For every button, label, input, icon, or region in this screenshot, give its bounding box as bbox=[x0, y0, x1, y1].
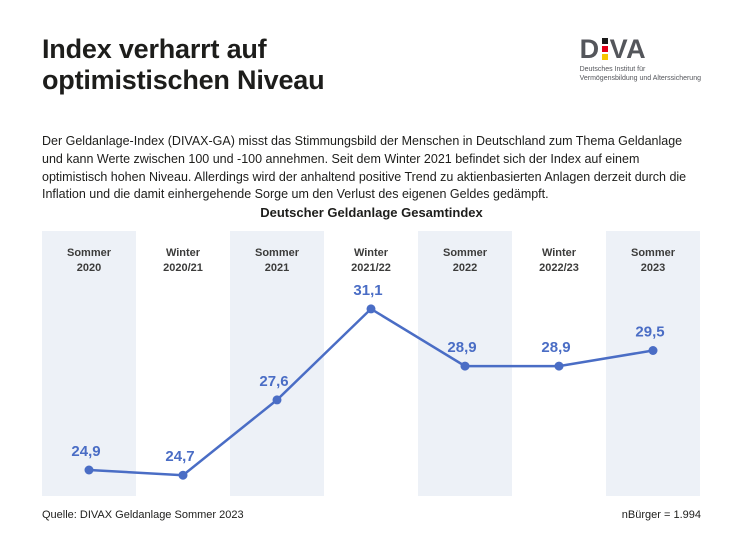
category-label-line: Winter bbox=[541, 247, 577, 259]
category-label-line: 2021/22 bbox=[351, 261, 391, 274]
page-title-line2: optimistischen Niveau bbox=[42, 65, 325, 96]
category-label-line: 2020/21 bbox=[163, 261, 203, 274]
intro-paragraph: Der Geldanlage-Index (DIVAX-GA) misst das Stimmungsbild der Menschen in Deutschland zum Thema Geldanlage und kann Werte zwischen 100 und -100 annehmen. Seit dem Winter 2021 befindet sich der Index auf einem optimistisch hohen Niveau. Allerdings wird der anhaltend positive Trend zu aktienbasierten Anlagen derzeit durch die Inflation und die damit einhergehende Sorge um den Verlust des eigenen Geldes gedämpft. bbox=[42, 134, 687, 202]
data-point-marker bbox=[461, 362, 470, 371]
source-note: Quelle: DIVAX Geldanlage Sommer 2023 bbox=[42, 509, 244, 521]
chart-plot bbox=[42, 231, 700, 496]
category-label-line: Winter bbox=[165, 247, 201, 259]
logo-subtitle bbox=[580, 65, 701, 84]
chart-title: Deutscher Geldanlage Gesamtindex bbox=[260, 205, 483, 220]
category-label-line: 2022 bbox=[452, 261, 478, 274]
data-point-marker bbox=[367, 304, 376, 313]
data-point-marker bbox=[649, 346, 658, 355]
category-label-line: 2020 bbox=[76, 261, 102, 274]
data-point-value-label: 28,9 bbox=[541, 339, 571, 357]
header bbox=[42, 34, 701, 97]
category-label-line: Sommer bbox=[630, 247, 676, 259]
data-point-value-label: 24,9 bbox=[71, 443, 101, 460]
flag-color-square bbox=[602, 54, 608, 60]
german-flag-icon bbox=[602, 38, 608, 60]
logo-subtitle-line2: Vermögensbildung und Alterssicherung bbox=[579, 75, 701, 83]
category-label-line: Sommer bbox=[442, 247, 488, 259]
sample-size-note: nBürger = 1.994 bbox=[621, 509, 701, 521]
footer bbox=[42, 509, 701, 521]
category-label-line: Sommer bbox=[254, 247, 300, 259]
category-label-line: 2021 bbox=[264, 261, 290, 274]
data-point-value-label: 24,7 bbox=[165, 448, 195, 466]
category-label-line: 2023 bbox=[640, 261, 666, 274]
data-point-marker bbox=[85, 466, 94, 475]
line-chart bbox=[42, 231, 700, 496]
data-point-value-label: 29,5 bbox=[635, 323, 665, 341]
data-point-marker bbox=[273, 395, 282, 404]
diva-logo bbox=[580, 34, 701, 84]
data-point-marker bbox=[555, 362, 564, 371]
logo-subtitle-line1: Deutsches Institut für bbox=[579, 66, 646, 73]
page-title-line1: Index verharrt auf bbox=[42, 34, 267, 64]
diva-letters-va: VA bbox=[609, 34, 647, 65]
flag-color-square bbox=[602, 46, 608, 52]
diva-letter-d: D bbox=[579, 34, 600, 65]
category-label-line: 2022/23 bbox=[539, 261, 579, 274]
diva-wordmark bbox=[579, 34, 701, 65]
flag-color-square bbox=[602, 38, 608, 44]
page-title bbox=[42, 34, 324, 97]
category-label-line: Sommer bbox=[66, 247, 112, 259]
data-point-marker bbox=[179, 471, 188, 480]
data-point-value-label: 28,9 bbox=[447, 339, 477, 357]
data-point-value-label: 31,1 bbox=[353, 281, 383, 299]
category-label-line: Winter bbox=[353, 247, 389, 259]
data-point-value-label: 27,6 bbox=[259, 372, 289, 390]
